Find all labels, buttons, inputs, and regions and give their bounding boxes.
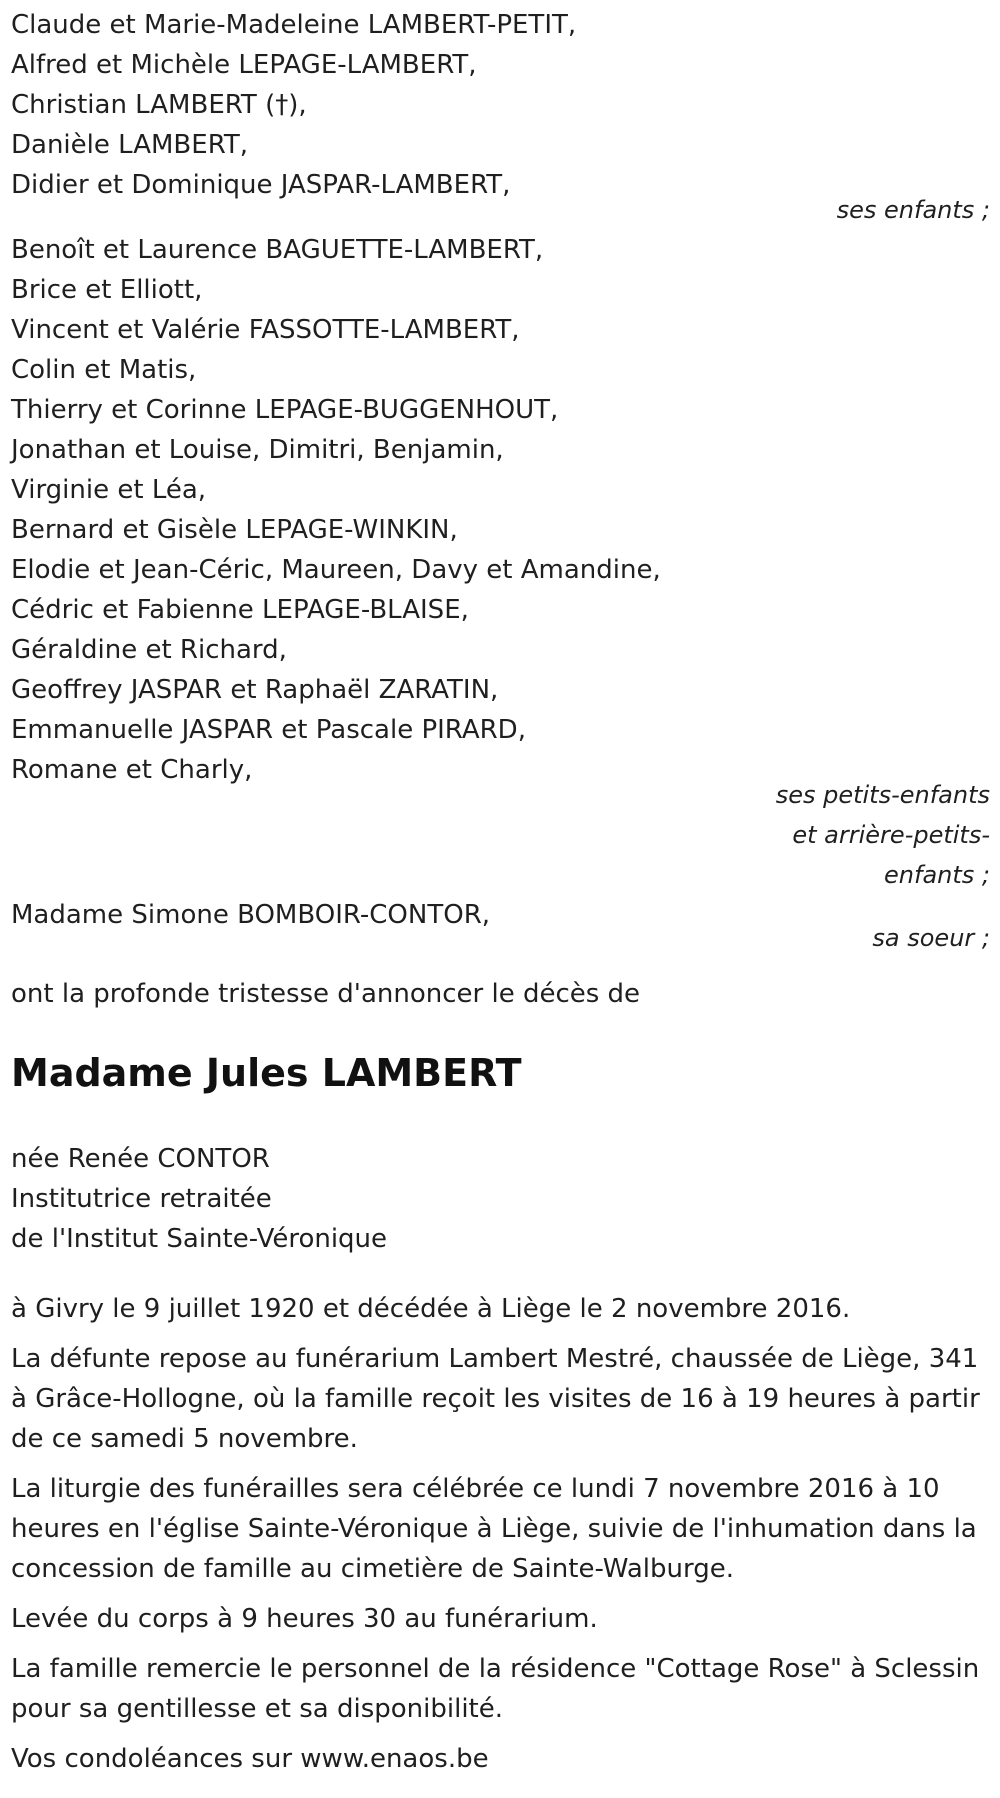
children-list	[11, 5, 991, 205]
birth-death-paragraph: à Givry le 9 juillet 1920 et décédée à Liège le 2 novembre 2016.	[11, 1294, 851, 1324]
grandchild-line: Brice et Elliott,	[11, 275, 203, 305]
deceased-info-line: de l'Institut Sainte-Véronique	[11, 1224, 388, 1254]
deceased-info	[11, 1139, 991, 1259]
repose-paragraph: La défunte repose au funérarium Lambert Mestré, chaussée de Liège, 341 à Grâce-Hollogne, où la famille reçoit les visites de 16 à 19 heures à partir de ce samedi 5 novembre.	[11, 1344, 980, 1454]
grandchild-line: Colin et Matis,	[11, 355, 197, 385]
child-line: Didier et Dominique JASPAR-LAMBERT,	[11, 170, 511, 200]
grandchildren-role	[776, 775, 990, 895]
sister-role: sa soeur ;	[872, 924, 990, 952]
deceased-name: Madame Jules LAMBERT	[11, 1051, 522, 1095]
grandchild-line: Géraldine et Richard,	[11, 635, 287, 665]
grandchildren-role-line: et arrière-petits-	[792, 821, 990, 849]
announcement: ont la profonde tristesse d'annoncer le décès de	[11, 979, 641, 1009]
thanks-paragraph: La famille remercie le personnel de la résidence "Cottage Rose" à Sclessin pour sa gentillesse et sa disponibilité.	[11, 1654, 980, 1724]
grandchild-line: Emmanuelle JASPAR et Pascale PIRARD,	[11, 715, 526, 745]
grandchildren-role-line: enfants ;	[884, 861, 990, 889]
child-line: Alfred et Michèle LEPAGE-LAMBERT,	[11, 50, 477, 80]
grandchild-line: Jonathan et Louise, Dimitri, Benjamin,	[11, 435, 504, 465]
deceased-info-line: née Renée CONTOR	[11, 1144, 270, 1174]
grandchild-line: Elodie et Jean-Céric, Maureen, Davy et Amandine,	[11, 555, 661, 585]
sister-line: Madame Simone BOMBOIR-CONTOR,	[11, 900, 491, 930]
children-role: ses enfants ;	[836, 196, 990, 224]
child-line: Christian LAMBERT (†),	[11, 90, 307, 120]
sister-block	[11, 895, 991, 935]
condolences-paragraph: Vos condoléances sur www.enaos.be	[11, 1744, 489, 1774]
grandchild-line: Thierry et Corinne LEPAGE-BUGGENHOUT,	[11, 395, 559, 425]
deceased-info-line: Institutrice retraitée	[11, 1184, 272, 1214]
child-line: Danièle LAMBERT,	[11, 130, 249, 160]
grandchild-line: Romane et Charly,	[11, 755, 253, 785]
grandchildren-list	[11, 230, 991, 790]
grandchild-line: Geoffrey JASPAR et Raphaël ZARATIN,	[11, 675, 499, 705]
grandchild-line: Virginie et Léa,	[11, 475, 207, 505]
grandchild-line: Vincent et Valérie FASSOTTE-LAMBERT,	[11, 315, 520, 345]
grandchild-line: Cédric et Fabienne LEPAGE-BLAISE,	[11, 595, 469, 625]
removal-paragraph: Levée du corps à 9 heures 30 au funérarium.	[11, 1604, 598, 1634]
grandchildren-role-line: ses petits-enfants	[775, 781, 990, 809]
child-line: Claude et Marie-Madeleine LAMBERT-PETIT,	[11, 10, 577, 40]
funeral-paragraph: La liturgie des funérailles sera célébrée ce lundi 7 novembre 2016 à 10 heures en l'église Sainte-Véronique à Liège, suivie de l'inhumation dans la concession de famille au cimetière de Sainte-Walburge.	[11, 1474, 977, 1584]
grandchild-line: Bernard et Gisèle LEPAGE-WINKIN,	[11, 515, 458, 545]
grandchild-line: Benoît et Laurence BAGUETTE-LAMBERT,	[11, 235, 544, 265]
